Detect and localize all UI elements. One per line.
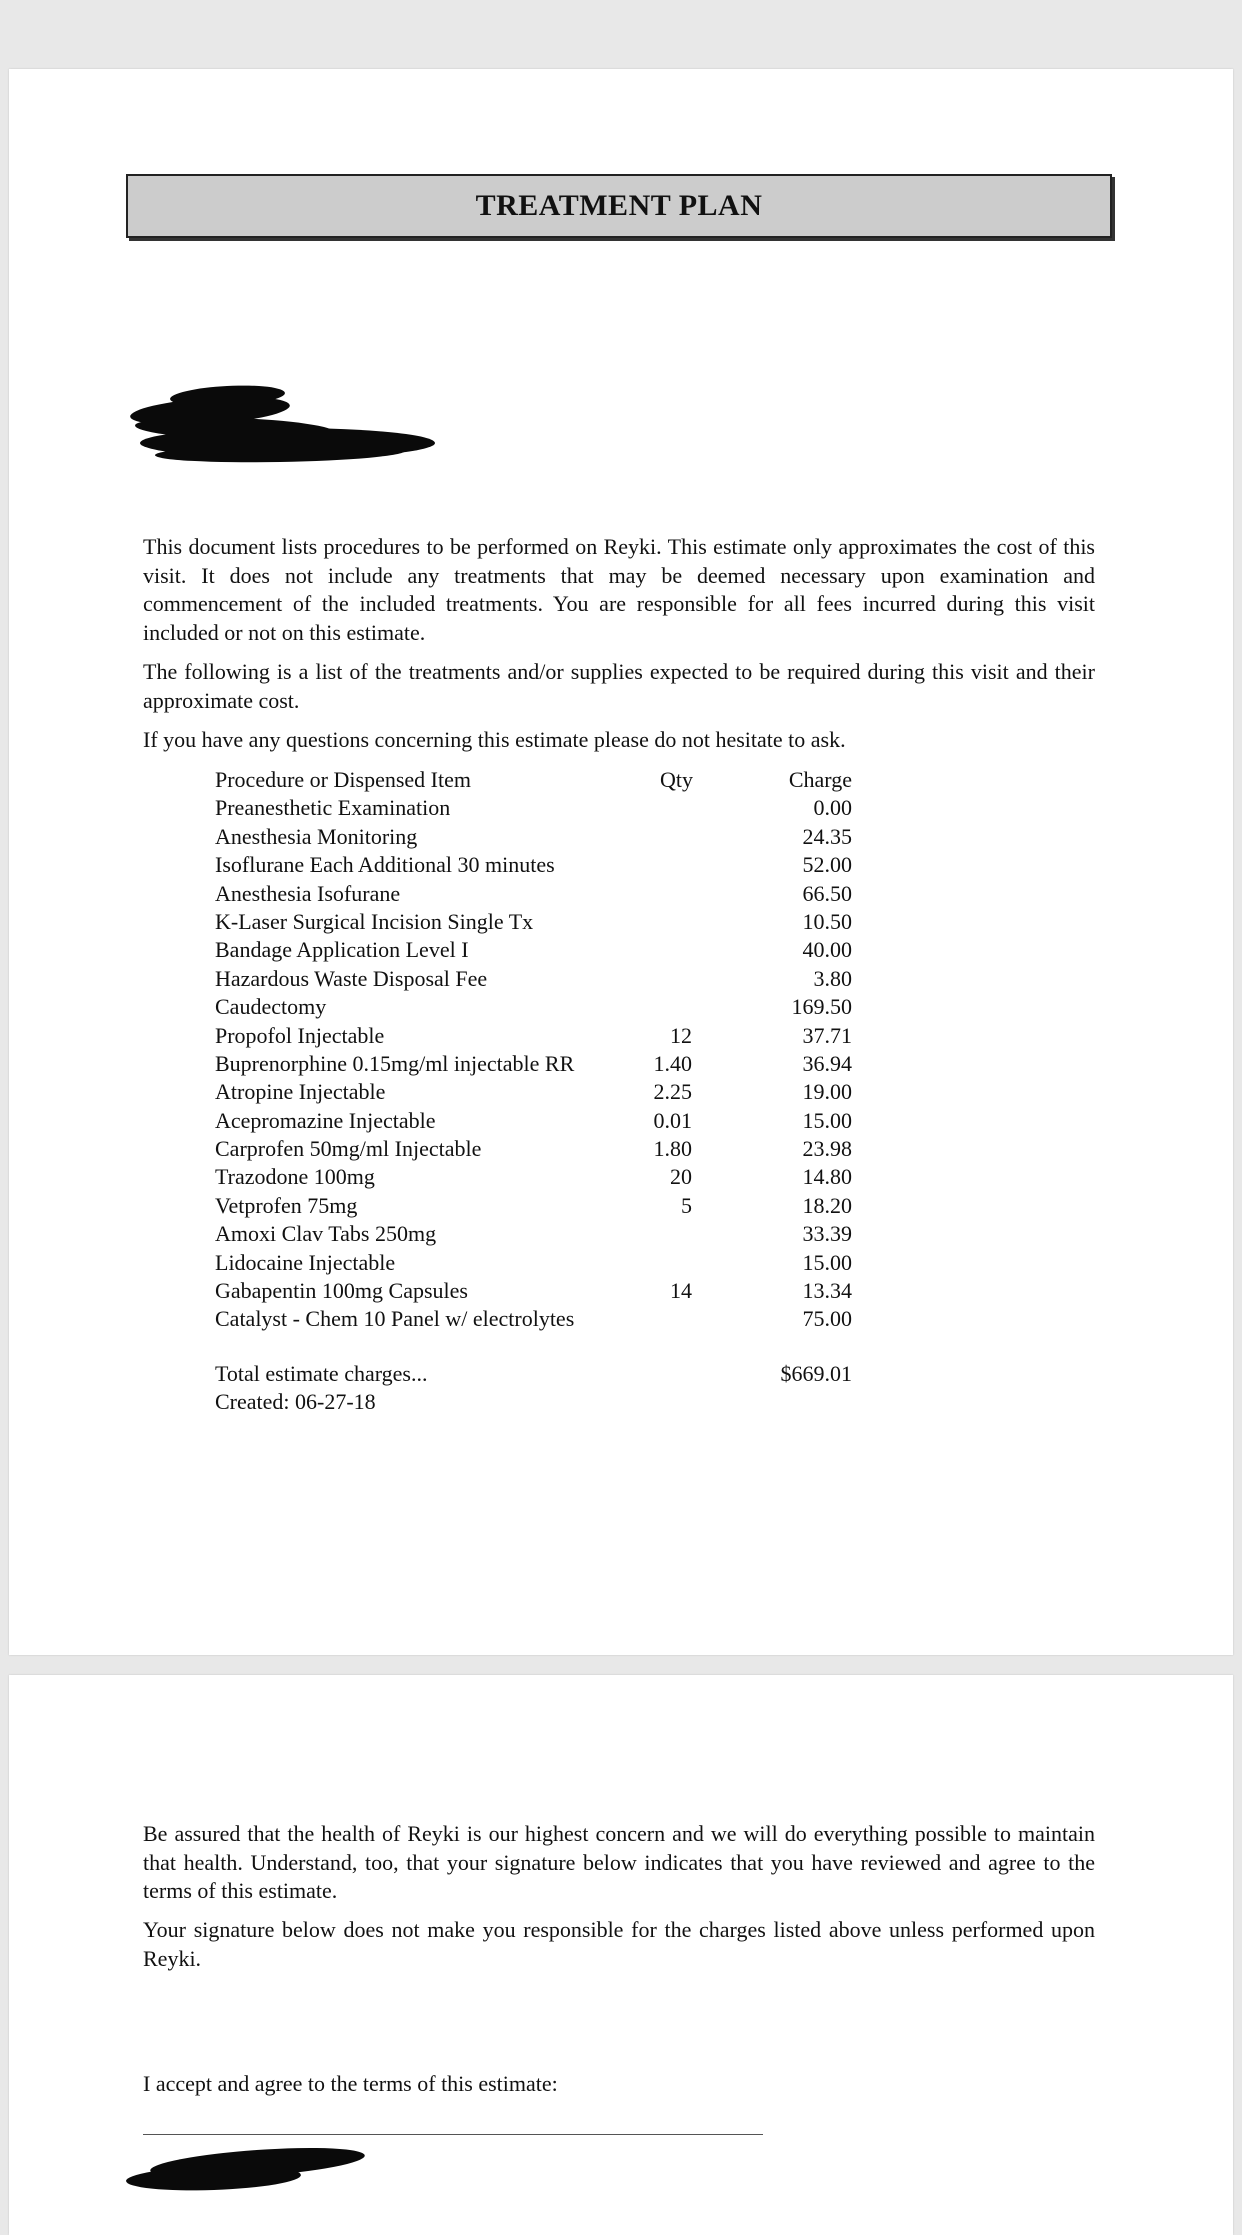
row-charge: 33.39 [802,1221,852,1247]
row-charge: 3.80 [813,965,852,991]
total-value: $669.01 [780,1361,852,1386]
row-charge: 18.20 [802,1192,852,1218]
row-qty: 12 [670,1022,692,1048]
row-item: Acepromazine Injectable [215,1107,436,1133]
row-charge: 37.71 [802,1022,852,1048]
intro-paragraph-1: This document lists procedures to be performed on Reyki. This estimate only approximates the cost of this visit. It does not include any treatments that may be deemed necessary upon examination and commencement of the included treatments. You are responsible for all fees incurred during this visit included or not on this estimate. [143,534,1095,645]
row-charge: 40.00 [802,937,852,963]
row-item: Anesthesia Monitoring [215,823,418,849]
responsibility-paragraph: Your signature below does not make you responsible for the charges listed above unless performed upon Reyki. [143,1917,1095,1971]
created-date: Created: 06-27-18 [215,1389,376,1415]
row-charge: 36.94 [802,1050,852,1076]
row-item: Isoflurane Each Additional 30 minutes [215,852,555,878]
row-charge: 15.00 [802,1249,852,1275]
row-qty: 0.01 [653,1107,692,1133]
row-charge: 0.00 [813,795,852,821]
intro-paragraph-3: If you have any questions concerning this estimate please do not hesitate to ask. [143,727,846,752]
row-charge: 14.80 [802,1164,852,1190]
row-item: K-Laser Surgical Incision Single Tx [215,908,534,934]
assurance-paragraph: Be assured that the health of Reyki is our highest concern and we will do everything possible to maintain that health. Understand, too, that your signature below indicates that you have reviewed and agree to the terms of this estimate. [143,1821,1095,1903]
row-item: Gabapentin 100mg Capsules [215,1278,468,1304]
row-item: Propofol Injectable [215,1022,385,1048]
row-charge: 169.50 [791,994,852,1020]
row-item: Caudectomy [215,994,327,1020]
row-charge: 15.00 [802,1107,852,1133]
accept-statement: I accept and agree to the terms of this estimate: [143,2071,558,2096]
row-item: Anesthesia Isofurane [215,880,401,906]
row-item: Hazardous Waste Disposal Fee [215,965,488,991]
header-charge: Charge [788,767,852,792]
header-qty: Qty [660,767,693,792]
row-charge: 24.35 [802,823,852,849]
row-item: Vetprofen 75mg [215,1192,358,1218]
total-label: Total estimate charges... [215,1361,428,1386]
row-item: Carprofen 50mg/ml Injectable [215,1136,482,1162]
row-item: Amoxi Clav Tabs 250mg [215,1221,437,1247]
row-charge: 75.00 [802,1306,852,1332]
row-charge: 23.98 [802,1136,852,1162]
row-charge: 52.00 [802,852,852,878]
row-charge: 66.50 [802,880,852,906]
row-item: Trazodone 100mg [215,1164,375,1190]
row-qty: 2.25 [653,1079,692,1105]
row-item: Buprenorphine 0.15mg/ml injectable RR [215,1050,575,1076]
totals-block [215,1361,852,1418]
row-qty: 1.40 [653,1050,692,1076]
row-item: Bandage Application Level I [215,937,469,963]
row-charge: 10.50 [802,908,852,934]
header-item: Procedure or Dispensed Item [215,767,471,792]
row-charge: 19.00 [802,1079,852,1105]
row-item: Lidocaine Injectable [215,1249,396,1275]
row-charge: 13.34 [802,1278,852,1304]
row-qty: 14 [670,1278,692,1304]
row-item: Atropine Injectable [215,1079,386,1105]
row-item: Catalyst - Chem 10 Panel w/ electrolytes [215,1306,575,1332]
intro-paragraph-2: The following is a list of the treatments and/or supplies expected to be required during this visit and their approximate cost. [143,659,1095,713]
document-title: TREATMENT PLAN [126,174,1112,238]
signature-line [143,2134,763,2135]
row-qty: 20 [670,1164,692,1190]
row-item: Preanesthetic Examination [215,795,451,821]
row-qty: 1.80 [653,1136,692,1162]
row-qty: 5 [681,1192,692,1218]
